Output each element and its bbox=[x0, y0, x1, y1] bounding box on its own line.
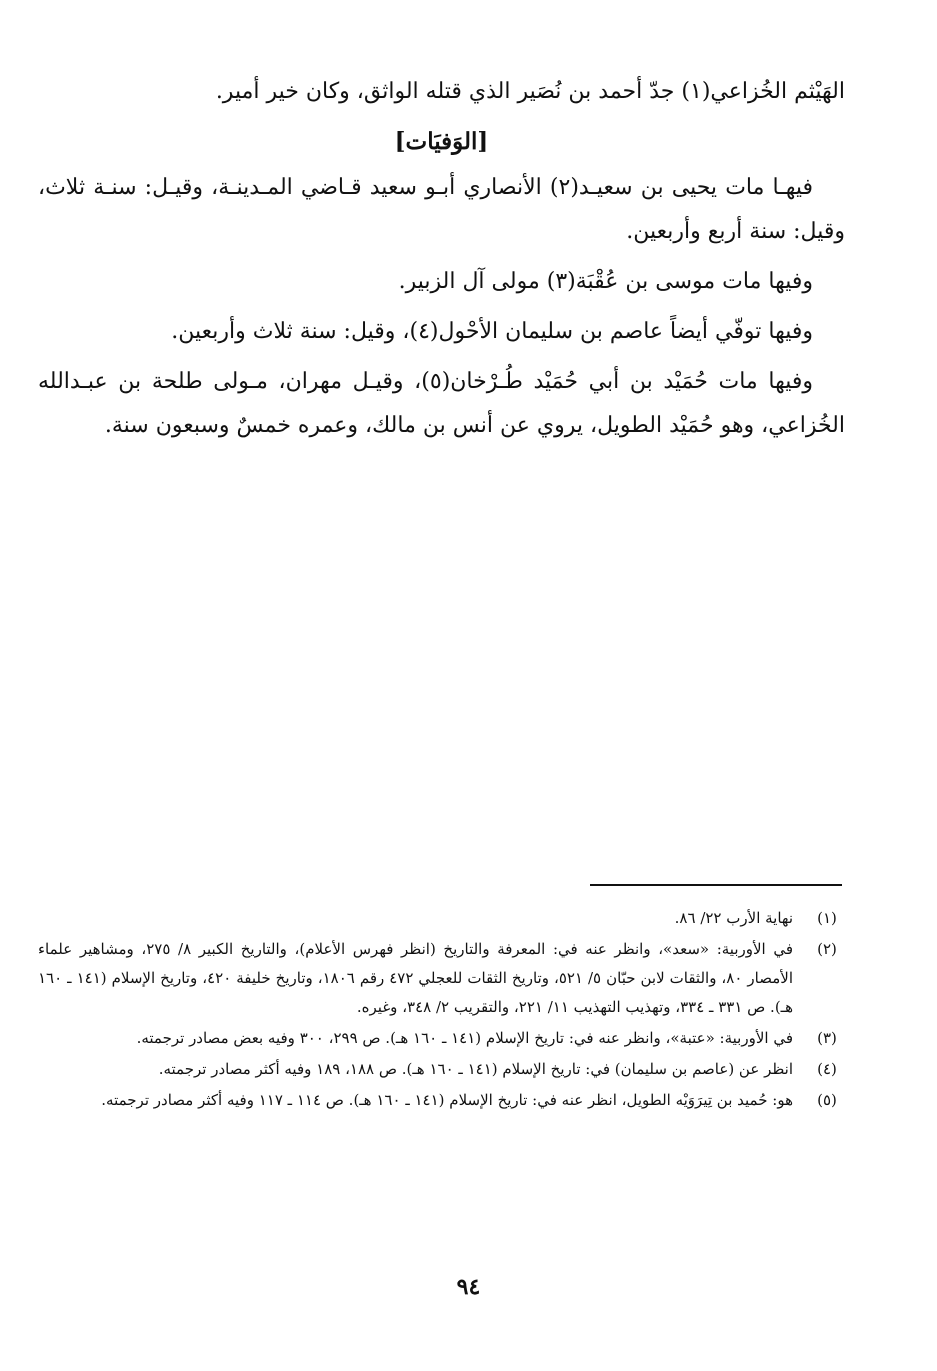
paragraph-2: فيهـا مات يحيى بن سعيـد(٢) الأنصاري أبـو سعيد قـاضي المـدينـة، وقيـل: سنـة ثلاث، وقيل: سنة أربع وأربعين. bbox=[38, 175, 845, 244]
footnote-4 bbox=[38, 1055, 845, 1084]
section-heading: [الوَفيَات] bbox=[394, 128, 489, 155]
footnote-number: (٤) bbox=[817, 1060, 837, 1078]
footnote-text: في الأوربية: «عتبة»، وانظر عنه في: تاريخ الإسلام (١٤١ ـ ١٦٠ هـ). ص ٢٩٩، ٣٠٠ وفيه بعض مصادر ترجمته. bbox=[136, 1029, 793, 1047]
footnote-number: (١) bbox=[817, 909, 837, 927]
paragraph-3: وفيها مات موسى بن عُقْبَة(٣) مولى آل الزبير. bbox=[398, 269, 813, 294]
footnote-3 bbox=[38, 1024, 845, 1053]
footnote-number: (٥) bbox=[817, 1091, 837, 1109]
paragraph-4: وفيها توفّي أيضاً عاصم بن سليمان الأحْول(٤)، وقيل: سنة ثلاث وأربعين. bbox=[171, 319, 813, 344]
main-text bbox=[38, 70, 845, 454]
footnote-2 bbox=[38, 935, 845, 1022]
footnote-text: نهاية الأرب ٢٢/ ٨٦. bbox=[674, 909, 793, 927]
footnote-1 bbox=[38, 904, 845, 933]
footnote-text: هو: حُميد بن تِيرَوَيْه الطويل، انظر عنه في: تاريخ الإسلام (١٤١ ـ ١٦٠ هـ). ص ١١٤ ـ ١١٧ وفيه أكثر مصادر ترجمته. bbox=[101, 1091, 793, 1109]
footnote-text: في الأوربية: «سعد»، وانظر عنه في: المعرفة والتاريخ (انظر فهرس الأعلام)، والتاريخ الكبير ٨/ ٢٧٥، ومشاهير علماء الأمصار ٨٠، والثقات لابن حبّان ٥/ ٥٢١، وتاريخ الثقات للعجلي ٤٧٢ رقم ١٨٠٦، وتاريخ خليفة ٤٢٠، وتاريخ الإسلام (١٤١ ـ ١٦٠ هـ). ص ٣٣١ ـ ٣٣٤، وتهذيب التهذيب ١١/ ٢٢١، والتقريب ٢/ ٣٤٨، وغيره. bbox=[38, 940, 793, 1016]
footnote-text: انظر عن (عاصم بن سليمان) في: تاريخ الإسلام (١٤١ ـ ١٦٠ هـ). ص ١٨٨، ١٨٩ وفيه أكثر مصادر ترجمته. bbox=[158, 1060, 793, 1078]
paragraph-5: وفيها مات حُمَيْد بن أبي حُمَيْد طُـرْخان(٥)، وقيـل مهران، مـولى طلحة بن عبـدالله الخُزاعي، وهو حُمَيْد الطويل، يروي عن أنس بن مالك، وعمره خمسٌ وسبعون سنة. bbox=[38, 369, 845, 438]
footnote-5 bbox=[38, 1086, 845, 1115]
footnote-separator bbox=[590, 884, 842, 886]
paragraph-1: الهَيْثم الخُزاعي(١) جدّ أحمد بن نُصَير الذي قتله الواثق، وكان خير أمير. bbox=[215, 79, 845, 104]
footnote-number: (٢) bbox=[817, 940, 837, 958]
page-number: ٩٤ bbox=[456, 1274, 481, 1300]
footnote-number: (٣) bbox=[817, 1029, 837, 1047]
footnotes bbox=[38, 904, 845, 1117]
